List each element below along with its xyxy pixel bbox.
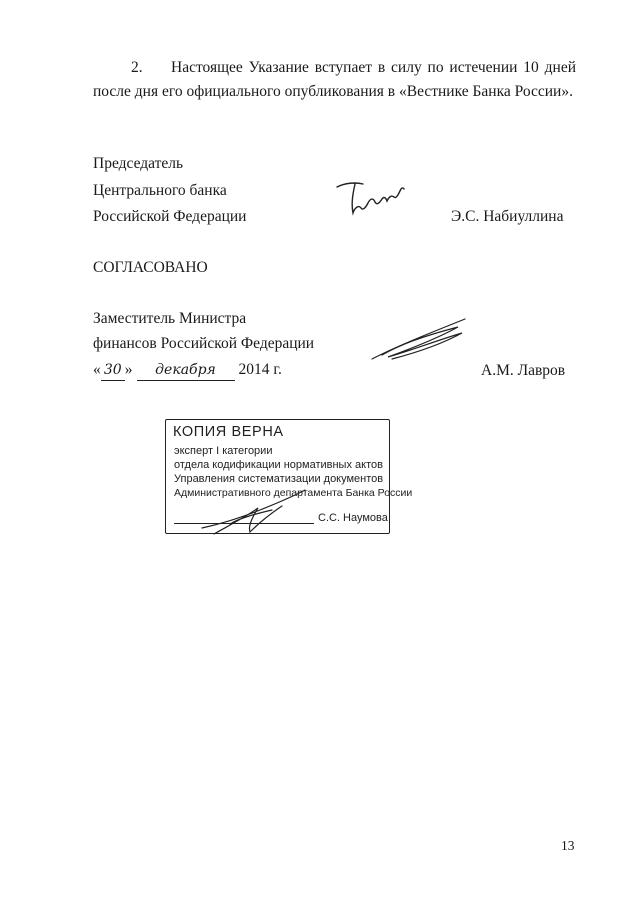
chair-title-line-2: Центрального банка	[93, 182, 227, 199]
paragraph-text-line-2: после дня его официального опубликования в «Вестнике Банка России».	[93, 83, 573, 100]
date-day: 30	[101, 360, 125, 381]
stamp-title: КОПИЯ ВЕРНА	[173, 424, 284, 440]
stamp-name: С.С. Наумова	[318, 512, 388, 524]
paragraph-2-line-1	[93, 58, 576, 78]
date-close-quote: »	[124, 361, 133, 378]
approval-date	[93, 360, 282, 381]
deputy-signature	[370, 315, 470, 363]
chair-title-line-1: Председатель	[93, 155, 184, 172]
stamp-signature	[200, 488, 310, 538]
stamp-line-2: отдела кодификации нормативных актов	[174, 459, 383, 471]
deputy-title-line-1: Заместитель Министра	[93, 310, 247, 327]
stamp-line-4: Административного департамента Банка России	[174, 487, 413, 499]
approval-heading: СОГЛАСОВАНО	[93, 259, 208, 276]
stamp-line-3: Управления систематизации документов	[174, 473, 384, 485]
chair-title-line-3: Российской Федерации	[93, 208, 247, 225]
paragraph-number: 2.	[131, 59, 143, 76]
page-number: 13	[561, 838, 575, 853]
chair-name: Э.С. Набиуллина	[451, 208, 564, 225]
paragraph-text-line-1: Настоящее Указание вступает в силу по истечении 10 дней	[171, 59, 576, 76]
date-open-quote: «	[93, 361, 101, 378]
date-year: 2014 г.	[238, 361, 282, 378]
chair-signature	[333, 175, 413, 220]
deputy-title-line-2: финансов Российской Федерации	[93, 335, 315, 352]
deputy-name: А.М. Лавров	[481, 362, 566, 379]
date-month: декабря	[137, 360, 235, 381]
stamp-line-1: эксперт I категории	[174, 445, 273, 457]
